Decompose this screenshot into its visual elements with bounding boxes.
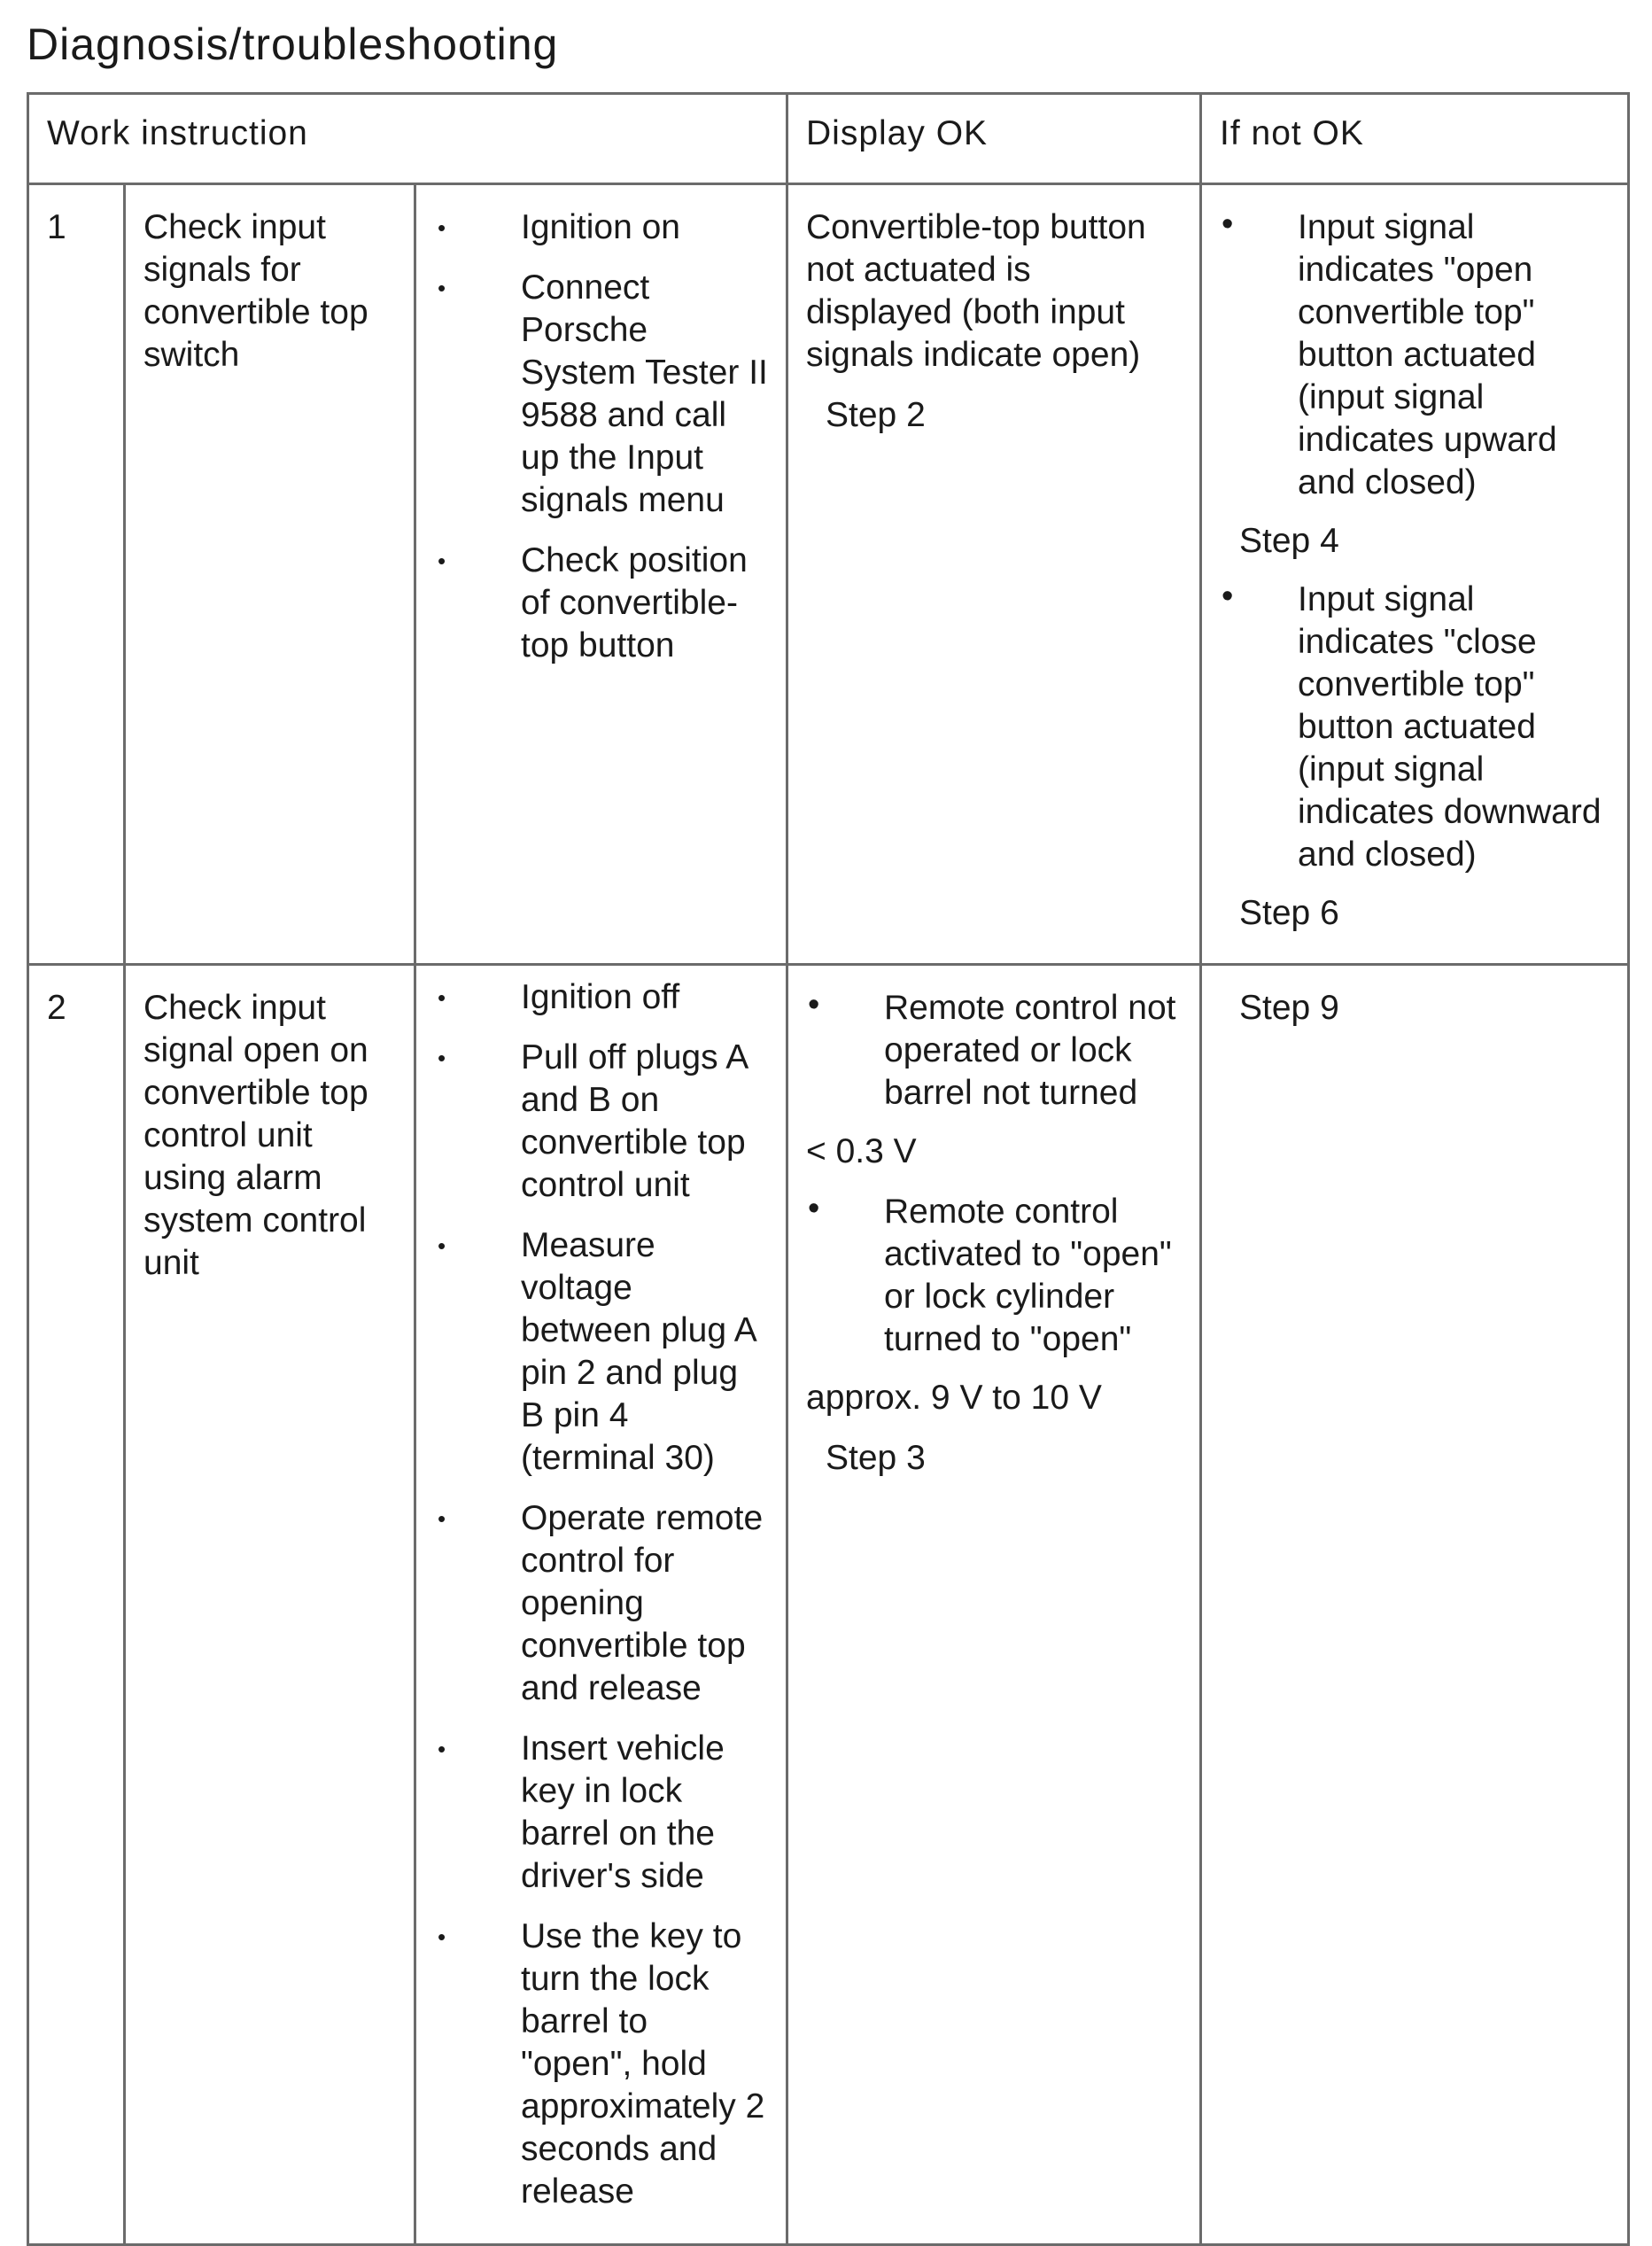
header-if-not-ok: If not OK <box>1201 94 1629 184</box>
header-work-instruction: Work instruction <box>28 94 787 184</box>
step-reference: Step 4 <box>1239 522 1339 560</box>
action-item: • Check position of convertible-top button <box>434 540 768 667</box>
instruction-text: Check input signals for convertible top switch <box>125 184 415 965</box>
display-ok-list <box>806 1191 1182 1361</box>
display-ok-text: Convertible-top button not actuated is displayed (both input signals indicate open) <box>806 208 1146 374</box>
action-item: • Connect Porsche System Tester II 9588 and call up the Input signals menu <box>434 267 768 522</box>
action-item: • Use the key to turn the lock barrel to "open", hold approximately 2 seconds and release <box>434 1916 768 2213</box>
diagnosis-table <box>27 92 1630 2246</box>
table-row <box>28 184 1629 965</box>
display-ok-list <box>806 987 1182 1115</box>
actions-cell <box>415 965 787 2245</box>
not-ok-list <box>1220 206 1609 504</box>
action-list <box>434 976 768 2213</box>
voltage-value: < 0.3 V <box>806 1132 917 1170</box>
voltage-value: approx. 9 V to 10 V <box>806 1379 1102 1417</box>
action-list <box>434 206 768 667</box>
step-reference: Step 2 <box>826 396 926 434</box>
header-display-ok: Display OK <box>787 94 1201 184</box>
not-ok-item: • Input signal indicates "close convertible top" button actuated (input signal indicates downward and closed) <box>1220 579 1609 876</box>
step-number: 1 <box>28 184 125 965</box>
step-reference: Step 3 <box>826 1439 926 1477</box>
if-not-ok-cell <box>1201 184 1629 965</box>
display-ok-cell <box>787 184 1201 965</box>
display-ok-item: • Remote control not operated or lock barrel not turned <box>806 987 1182 1115</box>
action-item: • Pull off plugs A and B on convertible top control unit <box>434 1037 768 1207</box>
page-title: Diagnosis/troubleshooting <box>27 19 559 69</box>
table-header-row <box>28 94 1629 184</box>
action-item: • Measure voltage between plug A pin 2 and plug B pin 4 (terminal 30) <box>434 1224 768 1480</box>
step-reference: Step 6 <box>1239 894 1339 932</box>
if-not-ok-cell <box>1201 965 1629 2245</box>
actions-cell <box>415 184 787 965</box>
not-ok-item: • Input signal indicates "open convertible top" button actuated (input signal indicates upward and closed) <box>1220 206 1609 504</box>
action-item: • Ignition off <box>434 976 768 1019</box>
display-ok-cell <box>787 965 1201 2245</box>
table-row <box>28 965 1629 2245</box>
action-item: • Operate remote control for opening convertible top and release <box>434 1497 768 1710</box>
action-item: • Insert vehicle key in lock barrel on the driver's side <box>434 1728 768 1898</box>
display-ok-item: • Remote control activated to "open" or lock cylinder turned to "open" <box>806 1191 1182 1361</box>
not-ok-list <box>1220 579 1609 876</box>
action-item: • Ignition on <box>434 206 768 249</box>
step-reference: Step 9 <box>1239 989 1339 1027</box>
step-number: 2 <box>28 965 125 2245</box>
instruction-text: Check input signal open on convertible top control unit using alarm system control unit <box>125 965 415 2245</box>
